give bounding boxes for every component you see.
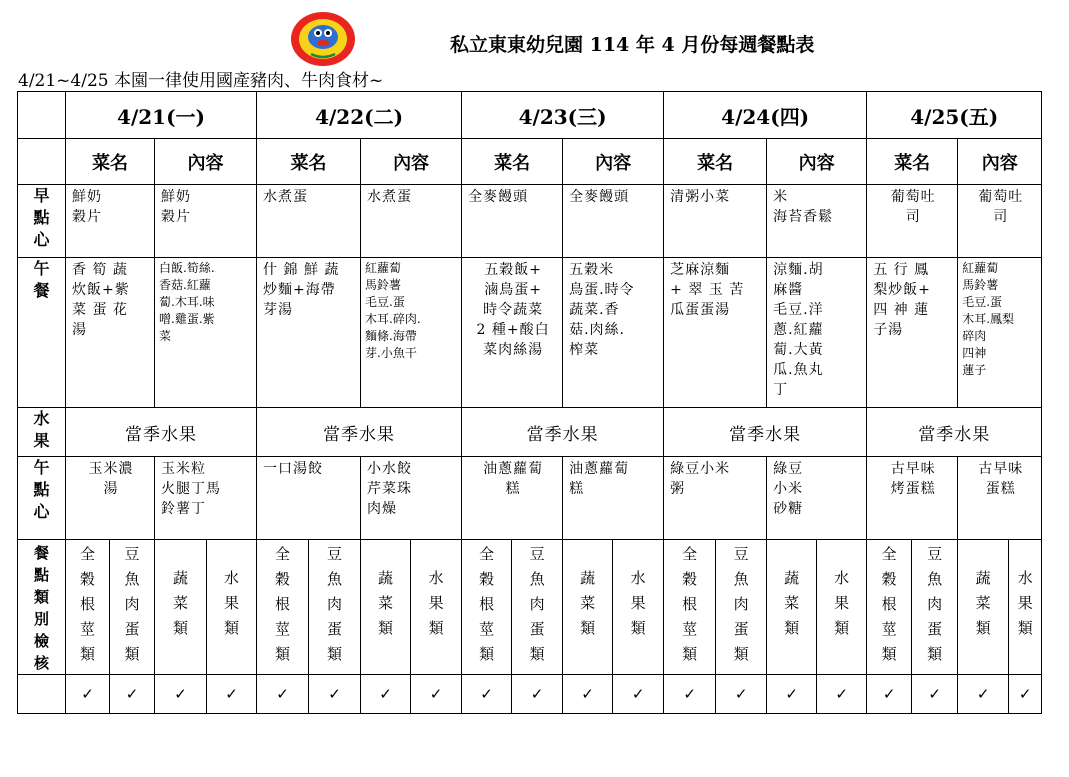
check-mark-cell	[512, 675, 563, 714]
grain-category-label: 全 穀 根 莖 類	[881, 545, 897, 663]
protein-category-label: 豆 魚 肉 蛋 類	[529, 545, 545, 663]
header-label-cell	[18, 139, 66, 185]
check-mark-cell	[912, 675, 958, 714]
date-header-mon: 4/21(一)	[66, 92, 257, 139]
vegetable-category-label: 蔬 菜 類	[172, 569, 188, 637]
lunch-content: 白飯.筍絲. 香菇.紅蘿 蔔.木耳.味 噌.雞蛋.紫 菜	[159, 261, 215, 343]
check-mark-icon: ✓	[785, 685, 798, 703]
lunch-dish: 什 錦 鮮 蔬 炒麵+海帶 芽湯	[263, 262, 340, 318]
fruit-category-label: 水 果 類	[630, 569, 646, 637]
check-mark-icon: ✓	[125, 685, 139, 703]
content-header: 內容	[767, 139, 867, 185]
lunch-dish: 芝麻涼麵 + 翠 玉 苦 瓜蛋蛋湯	[670, 262, 745, 318]
check-mark-icon: ✓	[581, 685, 594, 703]
grain-category-label: 全 穀 根 莖 類	[79, 545, 95, 663]
vegetable-category-cell	[155, 540, 207, 675]
fruit-category-cell	[1009, 540, 1042, 675]
fruit-category-cell	[817, 540, 867, 675]
vegetable-category-label: 蔬 菜 類	[784, 569, 800, 637]
snack-dish: 古早味 烤蛋糕	[890, 461, 936, 497]
fruit-cell: 當季水果	[257, 408, 462, 457]
check-mark-icon: ✓	[530, 685, 544, 703]
check-mark-icon: ✓	[1018, 685, 1032, 703]
fruit-cell: 當季水果	[867, 408, 1042, 457]
lunch-content: 涼麵.胡 麻醬 毛豆.洋 蔥.紅蘿 蔔.大黃 瓜.魚丸 丁	[773, 262, 824, 398]
row-label-breakfast: 早 點 心	[18, 185, 66, 258]
breakfast-dish: 葡萄吐 司	[890, 189, 936, 225]
check-mark-icon: ✓	[174, 685, 187, 703]
check-mark-cell	[664, 675, 716, 714]
check-mark-icon: ✓	[683, 685, 696, 703]
snack-dish: 油蔥蘿蔔 糕	[483, 461, 544, 497]
fruit-category-label: 水 果 類	[428, 569, 444, 637]
check-mark-icon: ✓	[928, 685, 941, 703]
breakfast-content: 全麥饅頭	[569, 189, 630, 205]
breakfast-dish: 全麥饅頭	[468, 189, 529, 205]
grain-category-cell	[66, 540, 110, 675]
snack-content: 玉米粒 火腿丁馬 鈴薯丁	[161, 461, 221, 517]
dish-header: 菜名	[257, 139, 361, 185]
row-label-snack: 午 點 心	[18, 457, 66, 540]
grain-category-cell	[867, 540, 912, 675]
protein-category-cell	[110, 540, 155, 675]
lunch-dish: 五 行 鳳 梨炒飯+ 四 神 蓮 子湯	[873, 262, 931, 338]
breakfast-dish: 鮮奶 穀片	[72, 189, 102, 225]
grain-category-cell	[462, 540, 512, 675]
vegetable-category-label: 蔬 菜 類	[378, 569, 394, 637]
check-mark-icon: ✓	[276, 685, 289, 703]
fruit-category-label: 水 果 類	[834, 569, 850, 637]
content-header: 內容	[155, 139, 257, 185]
date-header-tue: 4/22(二)	[257, 92, 462, 139]
dish-header: 菜名	[867, 139, 958, 185]
dish-header: 菜名	[462, 139, 563, 185]
lunch-dish: 五穀飯+ 滷鳥蛋+ 時令蔬菜 2 種+酸白 菜肉絲湯	[476, 262, 550, 358]
page-subtitle: 4/21~4/25 本園一律使用國產豬肉、牛肉食材~	[18, 71, 384, 91]
breakfast-content: 葡萄吐 司	[978, 189, 1024, 225]
breakfast-content: 水煮蛋	[367, 189, 413, 205]
check-mark-icon: ✓	[225, 685, 238, 703]
grain-category-cell	[257, 540, 309, 675]
check-mark-icon: ✓	[379, 685, 392, 703]
check-mark-cell	[613, 675, 664, 714]
protein-category-label: 豆 魚 肉 蛋 類	[927, 545, 943, 663]
fruit-category-cell	[207, 540, 257, 675]
row-label-lunch: 午 餐	[18, 258, 66, 408]
fruit-category-cell	[411, 540, 462, 675]
check-mark-cell	[462, 675, 512, 714]
vegetable-category-cell	[958, 540, 1009, 675]
protein-category-label: 豆 魚 肉 蛋 類	[327, 545, 343, 663]
row-label-category: 餐 點 類 別 檢 核	[18, 540, 66, 675]
check-mark-cell	[66, 675, 110, 714]
weekly-menu-table	[17, 91, 1042, 714]
snack-content: 綠豆 小米 砂糖	[773, 461, 804, 517]
vegetable-category-label: 蔬 菜 類	[580, 569, 596, 637]
dish-header: 菜名	[664, 139, 767, 185]
corner-cell	[18, 92, 66, 139]
check-label-cell	[18, 675, 66, 714]
fruit-category-cell	[613, 540, 664, 675]
lunch-content: 五穀米 鳥蛋.時令 蔬菜.香 菇.肉絲. 榨菜	[569, 262, 635, 358]
lunch-dish: 香 筍 蔬 炊飯+紫 菜 蛋 花 湯	[72, 262, 130, 338]
check-mark-cell	[1009, 675, 1042, 714]
vegetable-category-cell	[361, 540, 411, 675]
vegetable-category-cell	[563, 540, 613, 675]
protein-category-label: 豆 魚 肉 蛋 類	[733, 545, 749, 663]
page-title: 私立東東幼兒園 114 年 4 月份每週餐點表	[450, 34, 815, 56]
protein-category-cell	[309, 540, 361, 675]
breakfast-content: 米 海苔香鬆	[773, 189, 834, 225]
check-mark-cell	[958, 675, 1009, 714]
check-mark-icon: ✓	[429, 685, 443, 703]
protein-category-cell	[512, 540, 563, 675]
content-header: 內容	[563, 139, 664, 185]
check-mark-cell	[309, 675, 361, 714]
check-mark-cell	[207, 675, 257, 714]
check-mark-icon: ✓	[976, 685, 990, 703]
check-mark-cell	[817, 675, 867, 714]
fruit-cell: 當季水果	[462, 408, 664, 457]
content-header: 內容	[958, 139, 1042, 185]
snack-content: 古早味 蛋糕	[978, 461, 1024, 497]
lunch-content: 紅蘿蔔 馬鈴薯 毛豆.蛋 木耳.碎肉. 麵條.海帶 芽.小魚干	[365, 261, 421, 360]
snack-dish: 玉米濃 湯	[88, 461, 134, 497]
dish-header: 菜名	[66, 139, 155, 185]
snack-content: 小水餃 芹菜珠 肉燥	[367, 461, 413, 517]
grain-category-label: 全 穀 根 莖 類	[682, 545, 698, 663]
check-mark-cell	[716, 675, 767, 714]
grain-category-label: 全 穀 根 莖 類	[275, 545, 291, 663]
check-mark-cell	[767, 675, 817, 714]
breakfast-dish: 清粥小菜	[670, 189, 731, 205]
fruit-cell: 當季水果	[664, 408, 867, 457]
check-mark-cell	[110, 675, 155, 714]
date-header-thu: 4/24(四)	[664, 92, 867, 139]
snack-dish: 綠豆小米 粥	[670, 461, 731, 497]
grain-category-cell	[664, 540, 716, 675]
check-mark-icon: ✓	[882, 685, 896, 703]
check-mark-icon: ✓	[480, 685, 493, 703]
fruit-category-label: 水 果 類	[224, 569, 240, 637]
check-mark-cell	[411, 675, 462, 714]
content-header: 內容	[361, 139, 462, 185]
check-mark-cell	[155, 675, 207, 714]
vegetable-category-label: 蔬 菜 類	[975, 569, 991, 637]
row-label-fruit: 水 果	[18, 408, 66, 457]
breakfast-dish: 水煮蛋	[263, 189, 309, 205]
protein-category-label: 豆 魚 肉 蛋 類	[124, 545, 140, 663]
grain-category-label: 全 穀 根 莖 類	[479, 545, 495, 663]
check-mark-icon: ✓	[81, 685, 94, 703]
check-mark-icon: ✓	[734, 685, 748, 703]
check-mark-icon: ✓	[835, 685, 848, 703]
protein-category-cell	[912, 540, 958, 675]
check-mark-icon: ✓	[328, 685, 341, 703]
vegetable-category-cell	[767, 540, 817, 675]
snack-dish: 一口湯餃	[263, 461, 324, 477]
date-header-wed: 4/23(三)	[462, 92, 664, 139]
breakfast-content: 鮮奶 穀片	[161, 189, 191, 225]
check-mark-cell	[361, 675, 411, 714]
protein-category-cell	[716, 540, 767, 675]
fruit-cell: 當季水果	[66, 408, 257, 457]
school-logo	[289, 10, 357, 68]
check-mark-cell	[867, 675, 912, 714]
check-mark-cell	[563, 675, 613, 714]
check-mark-cell	[257, 675, 309, 714]
fruit-category-label: 水 果 類	[1017, 569, 1033, 637]
lunch-content: 紅蘿蔔 馬鈴薯 毛豆.蛋 木耳.鳳梨 碎肉 四神 蓮子	[962, 261, 1015, 377]
snack-content: 油蔥蘿蔔 糕	[569, 461, 630, 497]
date-header-fri: 4/25(五)	[867, 92, 1042, 139]
check-mark-icon: ✓	[631, 685, 645, 703]
